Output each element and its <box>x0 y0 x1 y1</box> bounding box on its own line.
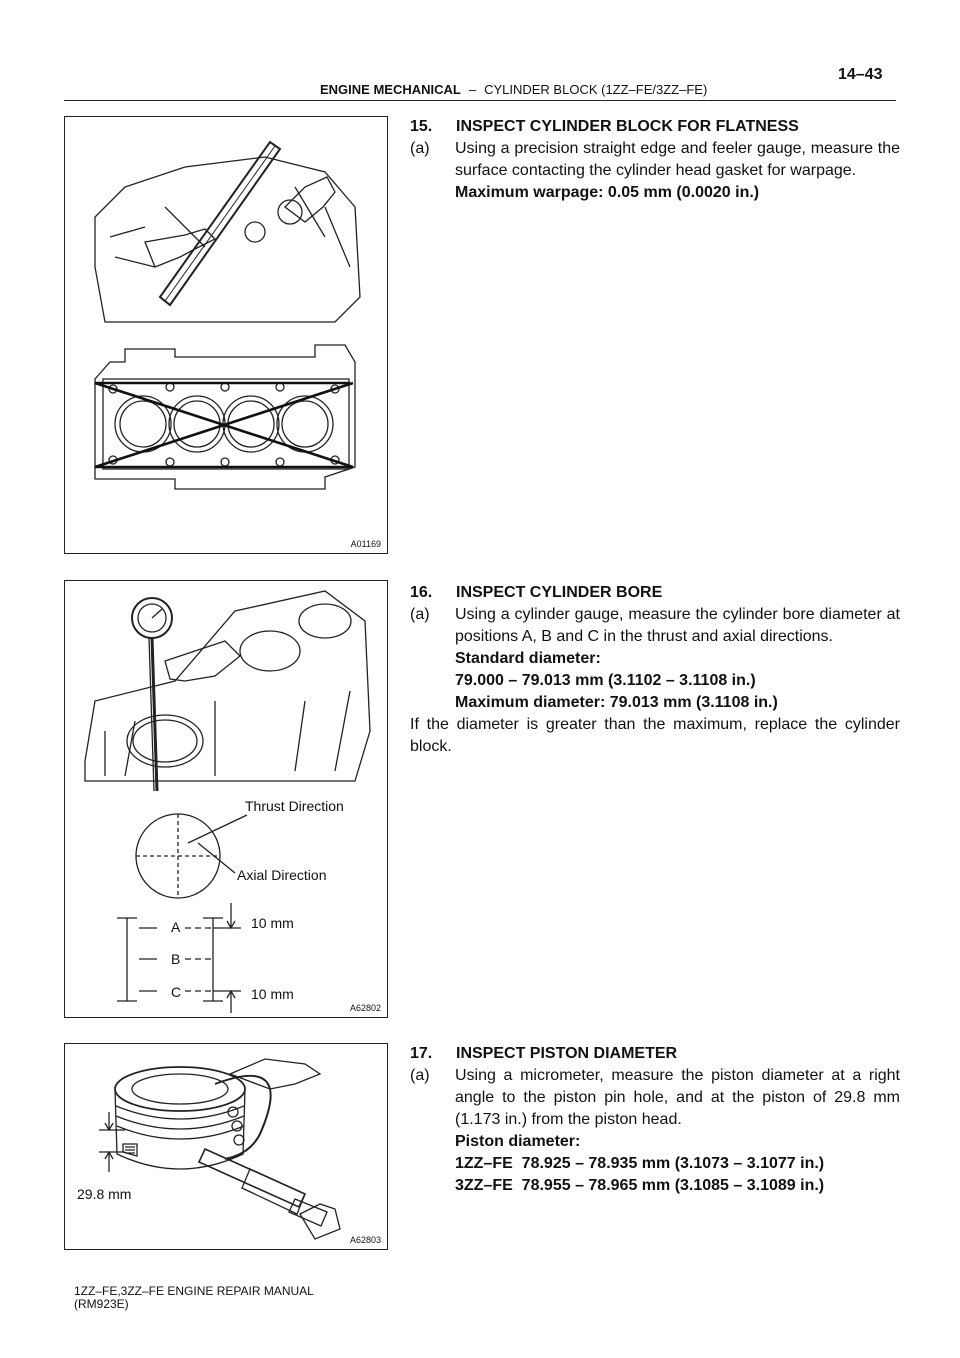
flatness-illustration <box>65 117 389 555</box>
section-number: 16. <box>410 584 433 601</box>
top-offset-label: 10 mm <box>251 915 294 931</box>
spec-3zz-fe: 3ZZ–FE 78.955 – 78.965 mm (3.1085 – 3.1089 in.) <box>455 1177 825 1194</box>
position-a-label: A <box>171 919 181 935</box>
position-b-label: B <box>171 951 181 967</box>
section-title: INSPECT CYLINDER BORE <box>456 584 663 601</box>
step-a <box>410 1065 900 1131</box>
step-a <box>410 604 900 648</box>
thrust-direction-label: Thrust Direction <box>245 798 344 814</box>
section-heading <box>410 1043 900 1065</box>
step-label: (a) <box>410 606 430 623</box>
section-title: INSPECT CYLINDER BLOCK FOR FLATNESS <box>456 118 799 135</box>
header-title <box>320 82 707 97</box>
step-text: Using a micrometer, measure the piston diameter at a right angle to the piston pin hole, and at the piston of 29.8 mm (1.173 in.) from the piston head. <box>455 1067 900 1128</box>
footer-manual-title: 1ZZ–FE,3ZZ–FE ENGINE REPAIR MANUAL <box>74 1284 314 1298</box>
section-15 <box>410 116 900 204</box>
position-c-label: C <box>171 984 182 1000</box>
section-heading <box>410 582 900 604</box>
header-section: ENGINE MECHANICAL <box>320 82 461 97</box>
axial-direction-label: Axial Direction <box>237 867 327 883</box>
step-text: Using a cylinder gauge, measure the cylinder bore diameter at positions A, B and C in the thrust and axial directions. <box>455 606 900 645</box>
figure-id: A01169 <box>350 539 381 549</box>
spec-1zz-fe: 1ZZ–FE 78.925 – 78.935 mm (3.1073 – 3.1077 in.) <box>455 1155 825 1172</box>
figure-piston-diameter <box>64 1043 388 1250</box>
header-rule <box>64 100 896 101</box>
figure-flatness <box>64 116 388 554</box>
page-footer <box>74 1285 314 1311</box>
spec-standard-diameter: 79.000 – 79.013 mm (3.1102 – 3.1108 in.) <box>455 672 756 689</box>
spec-max-warpage: Maximum warpage: 0.05 mm (0.0020 in.) <box>455 184 760 201</box>
header-separator: – <box>468 82 477 97</box>
spec-title: Piston diameter: <box>455 1133 581 1150</box>
section-title: INSPECT PISTON DIAMETER <box>456 1045 678 1062</box>
header-subsection: CYLINDER BLOCK (1ZZ–FE/3ZZ–FE) <box>484 82 708 97</box>
figure-id: A62803 <box>349 1235 381 1245</box>
step-a <box>410 138 900 182</box>
spec-title: Standard diameter: <box>455 650 601 667</box>
figure-cylinder-bore <box>64 580 388 1018</box>
section-17 <box>410 1043 900 1197</box>
footer-manual-code: (RM923E) <box>74 1297 129 1311</box>
page-header <box>0 60 960 100</box>
section-heading <box>410 116 900 138</box>
figure-id: A62802 <box>349 1003 381 1013</box>
replace-note: If the diameter is greater than the maximum, replace the cylinder block. <box>410 716 900 755</box>
step-label: (a) <box>410 1067 430 1084</box>
section-16 <box>410 582 900 758</box>
bottom-offset-label: 10 mm <box>251 986 294 1002</box>
page-number: 14–43 <box>838 66 883 83</box>
section-number: 17. <box>410 1045 433 1062</box>
piston-illustration <box>65 1044 389 1251</box>
spec-max-diameter: Maximum diameter: 79.013 mm (3.1108 in.) <box>455 694 778 711</box>
section-number: 15. <box>410 118 433 135</box>
step-label: (a) <box>410 140 430 157</box>
step-text: Using a precision straight edge and feeler gauge, measure the surface contacting the cylinder head gasket for warpage. <box>455 140 900 179</box>
piston-dimension-label: 29.8 mm <box>77 1186 132 1202</box>
